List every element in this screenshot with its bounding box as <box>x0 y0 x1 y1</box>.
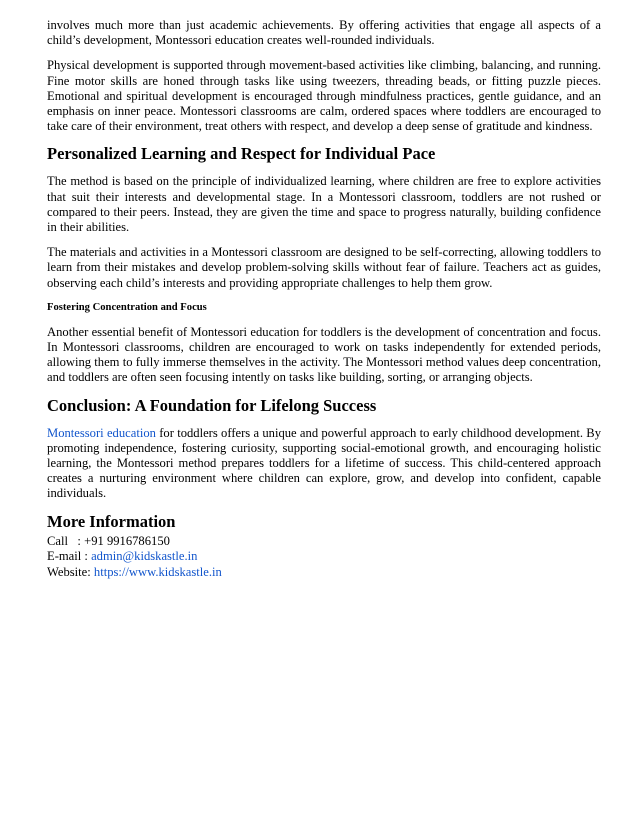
intro-paragraph: involves much more than just academic achievements. By offering activities that engage all aspects of a child’s development, Montessori education creates well-rounded individuals. <box>47 18 601 48</box>
self-correcting-paragraph: The materials and activities in a Montessori classroom are designed to be self-correcting, allowing toddlers to learn from their mistakes and develop problem-solving skills without fear of failure. Teachers act as guides, observing each child’s interests and providing appropriate challenges to help them grow. <box>47 245 601 290</box>
concentration-paragraph: Another essential benefit of Montessori education for toddlers is the development of concentration and focus. In Montessori classrooms, children are encouraged to work on tasks independently for extended periods, allowing them to fully immerse themselves in the activity. The Montessori method values deep concentration, and toddlers are often seen focusing intently on tasks like building, sorting, or arranging objects. <box>47 324 601 385</box>
call-number: +91 9916786150 <box>84 533 170 548</box>
email-line <box>47 549 601 565</box>
individualized-paragraph: The method is based on the principle of individualized learning, where children are free to explore activities that suit their interests and developmental stage. In a Montessori classroom, toddlers are not rushed or compared to their peers. Instead, they are given the time and space to progress naturally, building confidence in their abilities. <box>47 174 601 235</box>
call-line <box>47 534 601 550</box>
email-link[interactable]: admin@kidskastle.in <box>91 549 198 564</box>
website-link[interactable]: https://www.kidskastle.in <box>93 564 222 579</box>
email-label: E-mail : <box>47 549 92 564</box>
more-information-heading: More Information <box>47 511 176 531</box>
personalized-learning-heading: Personalized Learning and Respect for Individual Pace <box>47 144 436 164</box>
conclusion-heading: Conclusion: A Foundation for Lifelong Success <box>47 395 377 415</box>
development-paragraph: Physical development is supported through movement-based activities like climbing, balancing, and running. Fine motor skills are honed through tasks like using tweezers, threading beads, or fitting puzzle pieces. Emotional and spiritual development is encouraged through mindfulness practices, gentle guidance, and an emphasis on inner peace. Montessori classrooms are calm, ordered spaces where toddlers are encouraged to take care of their environment, treat others with respect, and develop a deep sense of gratitude and kindness. <box>47 58 601 134</box>
website-label: Website: <box>47 564 94 579</box>
montessori-education-link[interactable]: Montessori education <box>47 425 156 440</box>
call-label: Call : <box>47 533 85 548</box>
conclusion-paragraph <box>47 426 601 502</box>
fostering-concentration-heading: Fostering Concentration and Focus <box>47 301 207 313</box>
website-line <box>47 565 601 581</box>
conclusion-text: for toddlers offers a unique and powerful approach to early childhood development. By promoting independence, fostering curiosity, supporting social-emotional growth, and encouraging holistic learning, the Montessori method prepares toddlers for a lifetime of success. This child-centered approach creates a nurturing environment where children can explore, grow, and develop into confident, capable individuals. <box>47 425 601 501</box>
